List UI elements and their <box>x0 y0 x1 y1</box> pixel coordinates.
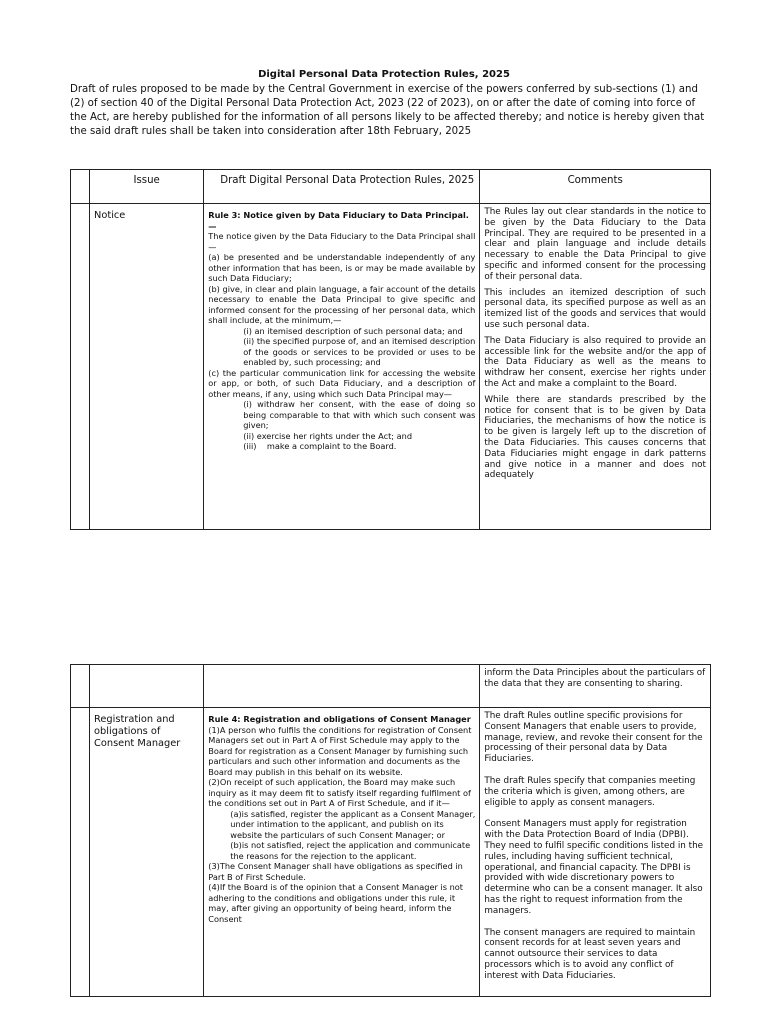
rule-line: The notice given by the Data Fiduciary to the Data Principal shall— <box>208 231 476 252</box>
rule-title: Rule 4: Registration and obligations of Consent Manager <box>208 714 471 724</box>
rule-title: Rule 3: Notice given by Data Fiduciary to Data Principal.— <box>208 210 469 231</box>
comment-paragraph: The Rules lay out clear standards in the notice to be given by the Data Fiduciary to the Data Principal. They are required to be presented in a clear and plain language and include details necessary to enable the Data Principal to give specific and informed consent for the processing of their personal data. <box>484 207 706 282</box>
rule-line: (1)A person who fulfils the conditions for registration of Consent Managers set out in Part A of First Schedule may apply to the Board for registration as a Consent Manager by furnishing such particulars and such other information and documents as the Board may publish in this behalf on its website. <box>208 724 472 777</box>
rule-line: (ii) the specified purpose of, and an itemised description of the goods or services to be provided or uses to be enabled by, such processing; and <box>243 336 476 367</box>
comment-paragraph: The draft Rules specify that companies meeting the criteria which is given, among others, are eligible to apply as consent managers. <box>484 775 696 808</box>
issue-cell: Registration and obligations of Consent Manager <box>90 708 204 997</box>
rule-cell <box>204 204 480 530</box>
rule-line: (a) be presented and be understandable independently of any other information that has been, is or may be made available by such Data Fiduciary; <box>208 252 476 283</box>
rule-line: (iii) make a complaint to the Board. <box>243 441 397 451</box>
row-blank-cell <box>90 665 204 708</box>
comment-paragraph: While there are standards prescribed by the notice for consent that is to be given by Data Fiduciaries, the mechanisms of how the notice is to be given is largely left up to the discretion of the Data Fiduciaries. This causes concerns that Data Fiduciaries might engage in dark patterns and give notice in a manner and does not adequately <box>484 394 706 481</box>
header-blank-cell <box>71 170 90 204</box>
table-row <box>71 665 711 708</box>
comment-continuation: inform the Data Principles about the particulars of the data that they are consenting to sharing. <box>480 665 711 708</box>
rule-line: (b)is not satisfied, reject the application and communicate the reasons for the rejection to the applicant. <box>230 840 471 861</box>
page-title: Digital Personal Data Protection Rules, 2025 <box>258 69 510 80</box>
row-blank-cell <box>71 204 90 530</box>
header-draft: Draft Digital Personal Data Protection Rules, 2025 <box>204 170 480 204</box>
issue-cell: Notice <box>90 204 204 530</box>
comment-paragraph: The draft Rules outline specific provisions for Consent Managers that enable users to provide, manage, review, and revoke their consent for the processing of their personal data by Data Fiduciaries. <box>484 711 703 765</box>
comments-cell <box>480 708 711 997</box>
rule-line: (ii) exercise her rights under the Act; and <box>243 430 413 441</box>
comments-cell <box>480 204 711 530</box>
rule-line: (i) an itemised description of such personal data; and <box>243 325 463 336</box>
header-comments: Comments <box>480 170 711 204</box>
rule-line: (i) withdraw her consent, with the ease of doing so being comparable to that with which such consent was given; <box>243 399 476 430</box>
comment-paragraph: This includes an itemized description of such personal data, its specified purpose as well as an itemized list of the goods and services that would use such personal data. <box>484 287 706 330</box>
rule-cell <box>204 708 480 997</box>
rule-line: (c) the particular communication link for accessing the website or app, or both, of such Data Fiduciary, and a description of other means, if any, using which such Data Principal may— <box>208 367 476 399</box>
header-issue: Issue <box>90 170 204 204</box>
comment-paragraph: Consent Managers must apply for registration with the Data Protection Board of India (DPBI). They need to fulfil specific conditions listed in the rules, including having sufficient technical, operational, and financial capacity. The DPBI is provided with wide discretionary powers to determine who can be a consent manager. It also has the right to request information from the managers. <box>484 819 704 916</box>
row-blank-cell <box>204 665 480 708</box>
row-blank-cell <box>71 708 90 997</box>
intro-paragraph: Draft of rules proposed to be made by the Central Government in exercise of the powers conferred by sub-sections (1) and (2) of section 40 of the Digital Personal Data Protection Act, 2023 (22 of 2023), on or after the date of coming into force of the Act, are hereby published for the information of all persons likely to be affected thereby; and notice is hereby given that the said draft rules shall be taken into consideration after 18th February, 2025 <box>70 84 705 137</box>
rule-line: (b) give, in clear and plain language, a fair account of the details necessary to enable the Data Principal to give specific and informed consent for the processing of her personal data, which shall include, at the minimum,— <box>208 283 476 325</box>
table-header-row <box>71 170 711 204</box>
comment-paragraph: The consent managers are required to maintain consent records for at least seven years and cannot outsource their services to data processors which is to avoid any conflict of interest with Data Fiduciaries. <box>484 927 696 981</box>
rule-line: (a)is satisfied, register the applicant as a Consent Manager, under intimation to the applicant, and publish on its website the particulars of such Consent Manager; or <box>230 808 476 840</box>
rules-table-continued <box>70 664 711 997</box>
rule-line: (3)The Consent Manager shall have obligations as specified in Part B of First Schedule. <box>208 861 463 882</box>
row-blank-cell <box>71 665 90 708</box>
rule-line: (2)On receipt of such application, the Board may make such inquiry as it may deem fit to satisfy itself regarding fulfilment of the conditions set out in Part A of First Schedule, and if it— <box>208 777 471 808</box>
table-row <box>71 708 711 997</box>
rules-table <box>70 169 711 530</box>
comment-paragraph: The Data Fiduciary is also required to provide an accessible link for the website and/or the app of the Data Fiduciary as well as the means to withdraw her consent, exercise her rights under the Act and make a complaint to the Board. <box>484 335 706 389</box>
rule-line: (4)If the Board is of the opinion that a Consent Manager is not adhering to the conditions and obligations under this rule, it may, after giving an opportunity of being heard, inform the Consent <box>208 882 464 924</box>
table-row <box>71 204 711 530</box>
